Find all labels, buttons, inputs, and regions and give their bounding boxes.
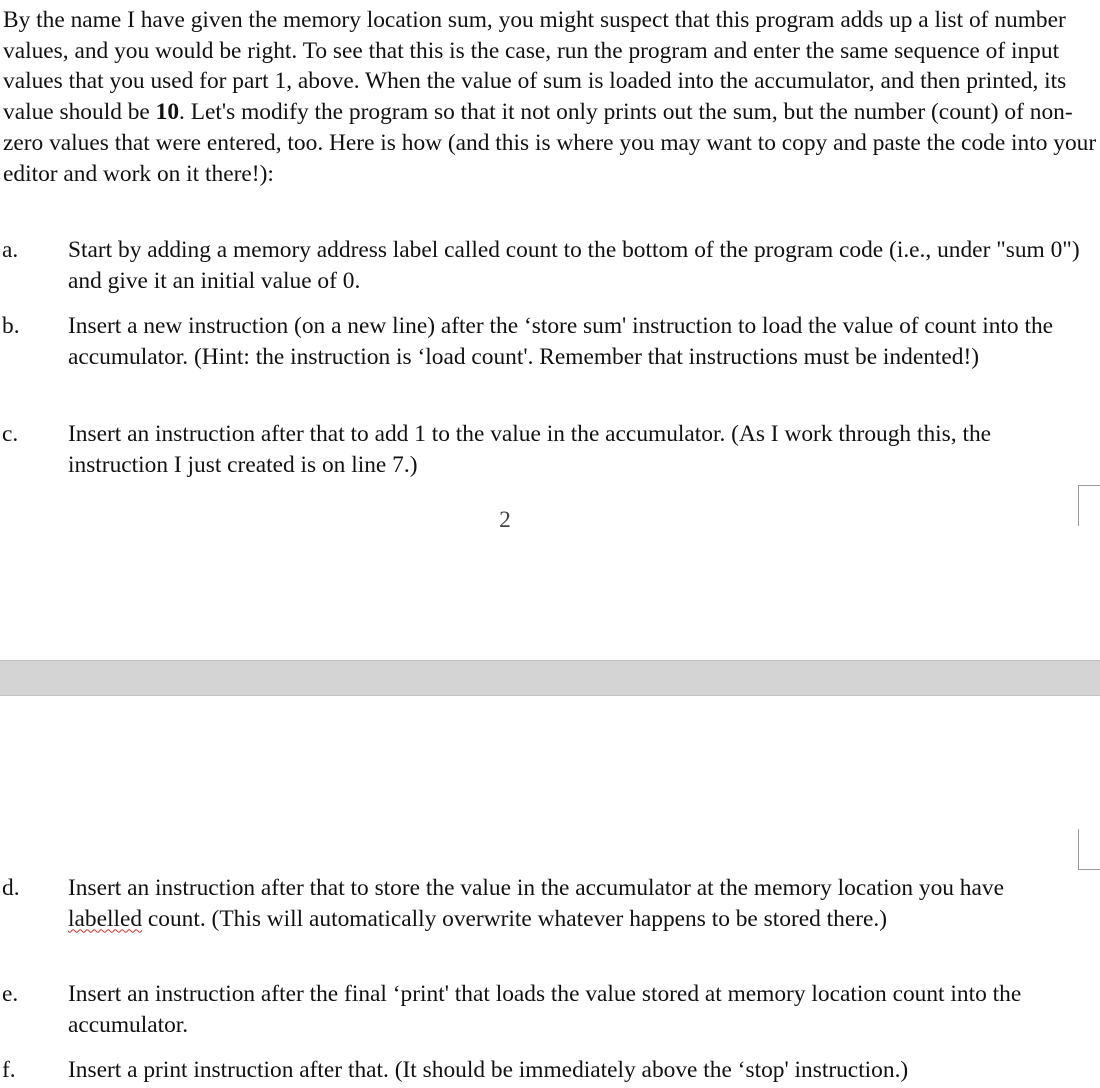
page-break-gap [0, 660, 1100, 696]
list-item-text: Insert an instruction after the final ‘print' that loads the value stored at memory location count into the accumulator. [68, 981, 1022, 1038]
list-item-text: Insert a new instruction (on a new line) after the ‘store sum' instruction to load the value of count into the accumulator. (Hint: the instruction is ‘load count'. Remember that instructions must be indented!) [68, 313, 1054, 370]
list-item-text: Insert an instruction after that to add 1 to the value in the accumulator. (As I work through this, the instruction I just created is on line 7.) [68, 421, 992, 478]
list-item-text-after: count. (This will automatically overwrite whatever happens to be stored there.) [142, 905, 888, 932]
misspelled-word[interactable]: labelled [68, 905, 143, 932]
list-marker: a. [2, 237, 19, 263]
list-marker: c. [2, 421, 19, 447]
intro-text-part1: By the name I have given the memory location sum, you might suspect that this program adds up a list of number values, and you would be right. To see that this is the case, run the program and enter the same sequence of input values that you used for part 1, above. When the value of sum is loaded into the accumulator, and then printed, its value should be [3, 7, 1067, 126]
list-item-text: Insert a print instruction after that. (It should be immediately above the ‘stop' instruction.) [68, 1057, 909, 1083]
page-corner-mark-top [1078, 485, 1100, 526]
list-marker: b. [2, 313, 20, 339]
intro-bold-value: 10 [155, 99, 180, 126]
list-item-text-before: Insert an instruction after that to store the value in the accumulator at the memory location you have [68, 875, 1004, 901]
list-marker: d. [2, 875, 20, 901]
intro-text-part2: . Let's modify the program so that it not only prints out the sum, but the number (count) of non-zero values that were entered, too. Here is how (and this is where you may want to copy and paste the code into your editor and work on it there!): [3, 99, 1097, 187]
intro-paragraph [3, 5, 1097, 189]
page-number: 2 [499, 507, 511, 533]
list-marker: e. [2, 981, 19, 1007]
list-marker: f. [2, 1057, 16, 1083]
page-corner-mark-bottom [1078, 829, 1100, 870]
list-item-text [68, 873, 1083, 934]
list-item-text: Start by adding a memory address label called count to the bottom of the program code (i.e., under "sum 0") and give it an initial value of 0. [68, 237, 1080, 294]
